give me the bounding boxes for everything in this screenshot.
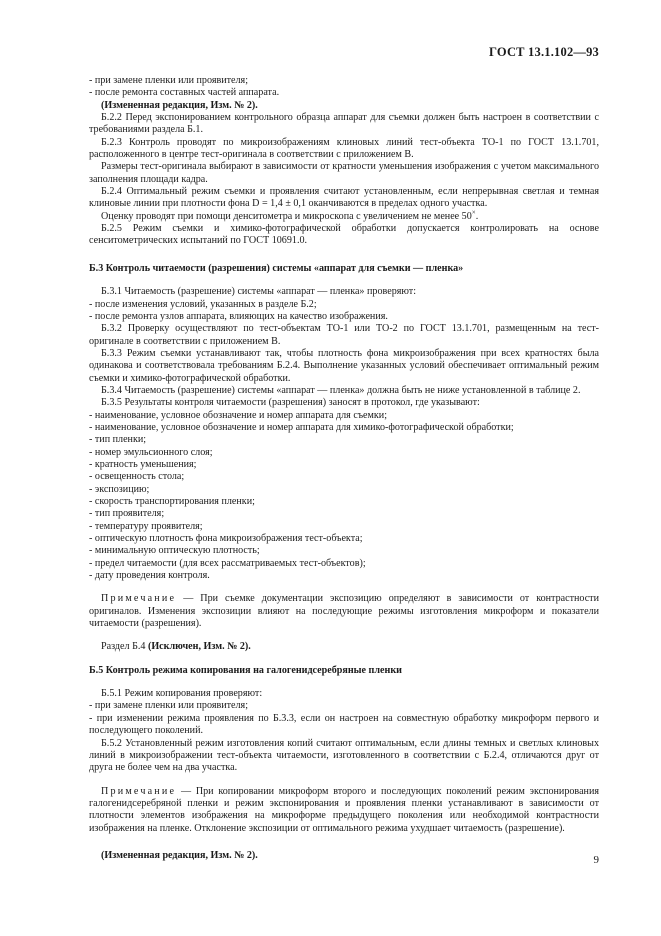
list-item: - после изменения условий, указанных в разделе Б.2; <box>89 299 599 311</box>
note <box>89 786 599 835</box>
list-item: - наименование, условное обозначение и номер аппарата для химико-фотографической обработки; <box>89 422 599 434</box>
note <box>89 593 599 630</box>
list-item: - после ремонта составных частей аппарата. <box>89 87 599 99</box>
paragraph-b22: Б.2.2 Перед экспонированием контрольного образца аппарат для съемки должен быть настроен в соответствии с требованиями раздела Б.1. <box>89 112 599 136</box>
section-b4-status: (Исключен, Изм. № 2). <box>147 641 251 653</box>
list-item: - наименование, условное обозначение и номер аппарата для съемки; <box>89 410 599 422</box>
note-text: — При съемке документации экспозицию определяют в зависимости от контрастности оригиналов. Изменения экспозиции влияют на последующие режимы изготовления микроформ и показатели читаемости (разрешения). <box>89 593 599 630</box>
paragraph-b25: Б.2.5 Режим съемки и химико-фотографической обработки допускается контролировать на основе сенситометрических испытаний по ГОСТ 10691.0. <box>89 223 599 247</box>
paragraph-b32: Б.3.2 Проверку осуществляют по тест-объектам ТО-1 или ТО-2 по ГОСТ 13.1.701, размещенным на тест-оригинале в соответствии с приложением В. <box>89 323 599 347</box>
list-item: - после ремонта узлов аппарата, влияющих на качество изображения. <box>89 311 599 323</box>
list-item: - оптическую плотность фона микроизображения тест-объекта; <box>89 533 599 545</box>
amendment-note: (Измененная редакция, Изм. № 2). <box>101 849 258 861</box>
list-item: - при замене пленки или проявителя; <box>89 75 599 87</box>
list-item: - предел читаемости (для всех рассматриваемых тест-объектов); <box>89 558 599 570</box>
section-b4-excluded <box>89 641 599 653</box>
magnification-sign: × <box>471 208 476 217</box>
note-text: — При копировании микроформ второго и последующих поколений режим экспонирования галогенидсеребряной пленки и режим экспонирования и проявления пленки устанавливают в зависимости от плотности элементов изображения на микроформе предыдущего поколения или необходимой контрастности изображения на пленке. Отклонение экспозиции от оптимального режима ухудшает читаемость (разрешение). <box>89 785 599 834</box>
paragraph-b24: Б.2.4 Оптимальный режим съемки и проявления считают установленным, если непрерывная светлая и темная клиновые линии при плотности фона D = 1,4 ± 0,1 оканчиваются в пределах одного участка. <box>89 186 599 210</box>
paragraph-b33: Б.3.3 Режим съемки устанавливают так, чтобы плотность фона микроизображения при всех кратностях была одинакова и соответствовала требованиям Б.2.4. Выполнение указанных условий обеспечивает оптимальный режим съемки и химико-фотографической обработки. <box>89 347 599 384</box>
note-label: Примечание <box>101 593 177 605</box>
list-item: - температуру проявителя; <box>89 521 599 533</box>
paragraph-text: Оценку проводят при помощи денситометра и микроскопа с увеличением не менее 50 <box>101 210 472 222</box>
document-code: ГОСТ 13.1.102—93 <box>489 45 599 59</box>
paragraph-end: . <box>475 210 479 222</box>
paragraph-b51: Б.5.1 Режим копирования проверяют: <box>101 688 263 700</box>
list-item: - номер эмульсионного слоя; <box>89 447 599 459</box>
list-item: - при изменении режима проявления по Б.3.3, если он настроен на совместную обработку микроформ первого и последующего поколений. <box>89 713 599 738</box>
list-item: - при замене пленки или проявителя; <box>89 700 599 712</box>
section-heading-b5: Б.5 Контроль режима копирования на галогенидсеребряные пленки <box>89 664 402 676</box>
list-item: - дату проведения контроля. <box>89 570 599 582</box>
paragraph-b31: Б.3.1 Читаемость (разрешение) системы «аппарат — пленка» проверяют: <box>101 286 417 298</box>
list-item: - экспозицию; <box>89 484 599 496</box>
paragraph-b52: Б.5.2 Установленный режим изготовления копий считают оптимальным, если длины темных и светлых клиновых линий в микроизображении тест-объекта читаемости, изготовленного в соответствии с Б.2.4, отличаются друг от друга не более чем на два участка. <box>89 737 599 774</box>
list-item: - минимальную оптическую плотность; <box>89 545 599 557</box>
page-number: 9 <box>593 854 599 866</box>
note-label: Примечание <box>101 785 177 797</box>
paragraph-b35: Б.3.5 Результаты контроля читаемости (разрешения) заносят в протокол, где указывают: <box>101 397 480 409</box>
paragraph-b34: Б.3.4 Читаемость (разрешение) системы «аппарат — пленка» должна быть не ниже установленной в таблице 2. <box>101 384 581 396</box>
list-item: - тип пленки; <box>89 434 599 446</box>
paragraph-b23: Б.2.3 Контроль проводят по микроизображениям клиновых линий тест-объекта ТО-1 по ГОСТ 13.1.701, расположенного в центре тест-оригинала в соответствии с приложением В. <box>89 136 599 161</box>
list-item: - освещенность стола; <box>89 471 599 483</box>
page-content <box>89 75 599 862</box>
paragraph: Размеры тест-оригинала выбирают в зависимости от кратности уменьшения изображения с учетом максимального заполнения площади кадра. <box>89 161 599 185</box>
list-item: - тип проявителя; <box>89 508 599 520</box>
section-heading-b3: Б.3 Контроль читаемости (разрешения) системы «аппарат для съемки — пленка» <box>89 262 464 274</box>
amendment-note: (Измененная редакция, Изм. № 2). <box>101 99 258 111</box>
list-item: - скорость транспортирования пленки; <box>89 496 599 508</box>
paragraph <box>89 208 599 223</box>
section-b4-text: Раздел Б.4 <box>101 641 148 653</box>
list-item: - кратность уменьшения; <box>89 459 599 471</box>
protocol-list <box>89 410 599 583</box>
